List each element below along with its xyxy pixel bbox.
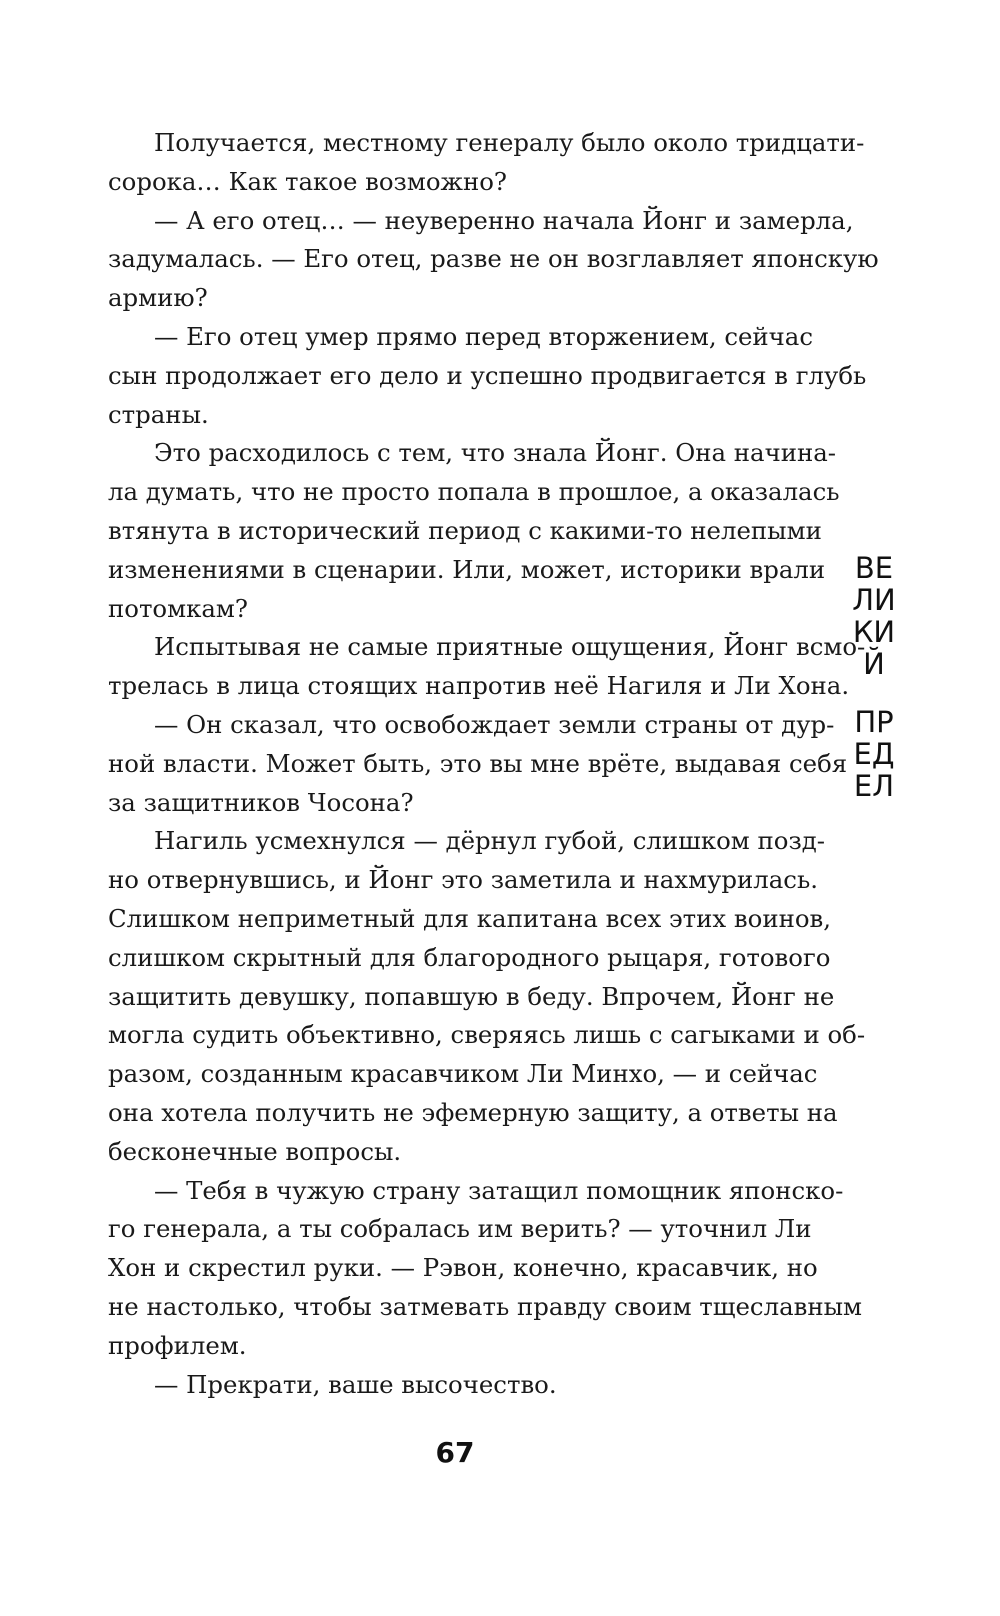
text-line: задумалась. — Его отец, разве не он возглавляет японскую	[108, 244, 879, 274]
text-line: — Прекрати, ваше высочество.	[154, 1369, 557, 1399]
running-title-word: ВЕЛИКИЙ	[852, 551, 896, 681]
text-line: трелась в лица стоящих напротив неё Нагиля и Ли Хона.	[108, 671, 850, 701]
running-title	[852, 552, 896, 802]
text-line: Это расходилось с тем, что знала Йонг. Она начина-	[154, 438, 837, 468]
text-line: профилем.	[108, 1330, 247, 1360]
text-line: изменениями в сценарии. Или, может, историки врали	[108, 554, 826, 584]
text-line: армию?	[108, 283, 208, 313]
text-line: — Тебя в чужую страну затащил помощник японско-	[154, 1175, 844, 1205]
text-line: слишком скрытный для благородного рыцаря, готового	[108, 942, 831, 972]
text-line: го генерала, а ты собралась им верить? — уточнил Ли	[108, 1214, 812, 1244]
text-line: ной власти. Может быть, это вы мне врёте, выдавая себя	[108, 748, 848, 778]
text-line: Получается, местному генералу было около тридцати-	[154, 128, 865, 157]
text-line: ла думать, что не просто попала в прошлое, а оказалась	[108, 477, 840, 507]
text-line: — Он сказал, что освобождает земли страны от дур-	[154, 709, 835, 739]
text-line: не настолько, чтобы затмевать правду своим тщеславным	[108, 1291, 862, 1321]
text-line: но отвернувшись, и Йонг это заметила и нахмурилась.	[108, 865, 818, 895]
text-line: разом, созданным красавчиком Ли Минхо, — и сейчас	[108, 1059, 818, 1089]
text-line: страны.	[108, 399, 209, 429]
text-line: потомкам?	[108, 593, 248, 623]
text-line: Испытывая не самые приятные ощущения, Йонг всмо-	[154, 632, 866, 662]
text-line: за защитников Чосона?	[108, 787, 414, 817]
text-line: бесконечные вопросы.	[108, 1136, 402, 1166]
page-number: 67	[435, 1436, 475, 1469]
text-line: Нагиль усмехнулся — дёрнул губой, слишком позд-	[154, 826, 826, 856]
text-line: Слишком неприметный для капитана всех этих воинов,	[108, 903, 832, 933]
text-line: Хон и скрестил руки. — Рэвон, конечно, красавчик, но	[108, 1253, 818, 1283]
text-line: она хотела получить не эфемерную защиту, а ответы на	[108, 1097, 838, 1127]
text-line: защитить девушку, попавшую в беду. Впрочем, Йонг не	[108, 981, 835, 1011]
text-line: могла судить объективно, сверяясь лишь с сагыками и об-	[108, 1020, 866, 1050]
text-line: сын продолжает его дело и успешно продвигается в глубь	[108, 360, 867, 390]
running-title-gap	[852, 680, 896, 706]
text-line: — А его отец… — неуверенно начала Йонг и замерла,	[154, 205, 854, 235]
running-title-word: ПРЕДЕЛ	[853, 705, 895, 803]
text-line: втянута в исторический период с какими-то нелепыми	[108, 515, 822, 545]
text-line: — Его отец умер прямо перед вторжением, сейчас	[154, 321, 814, 351]
text-line: сорока… Как такое возможно?	[108, 166, 507, 196]
